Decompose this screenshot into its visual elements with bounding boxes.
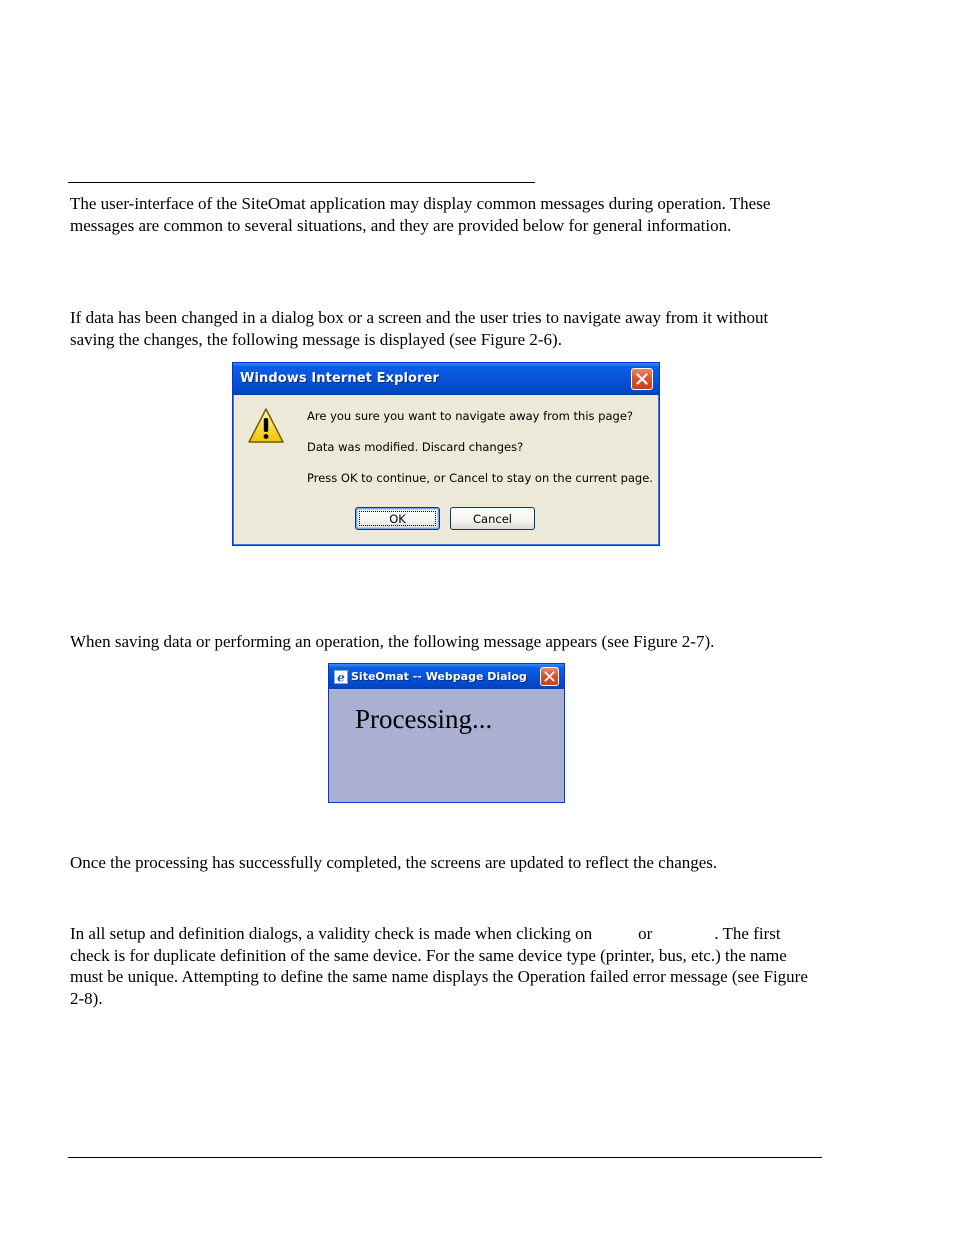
navigate-away-paragraph: If data has been changed in a dialog box or a screen and the user tries to navigate away from it without saving the changes, the following message is displayed (see Figure 2-6).: [70, 308, 769, 349]
completed-paragraph: Once the processing has successfully completed, the screens are updated to reflect the changes.: [70, 853, 718, 872]
ok-button[interactable]: [355, 507, 440, 530]
dialog-message-line-2: Data was modified. Discard changes?: [307, 440, 524, 454]
dialog-message-line-1: Are you sure you want to navigate away from this page?: [307, 409, 634, 423]
dialog-message-line-3: Press OK to continue, or Cancel to stay on the current page.: [307, 471, 653, 485]
svg-text:e: e: [337, 670, 345, 684]
processing-dialog: [328, 663, 565, 803]
header-rule: [68, 182, 535, 183]
close-icon: [636, 373, 648, 385]
navigate-away-dialog: [232, 362, 660, 546]
processing-dialog-titlebar: [329, 664, 564, 689]
validity-text-2: . The first check is for duplicate definition of the same device. For the same device type (printer, bus, etc.) the name must be unique. Attempting to define the same name displays the Operation failed error message (see Figure 2-8).: [70, 924, 808, 1008]
processing-close-button[interactable]: [540, 667, 559, 686]
ie-icon: [334, 670, 348, 684]
cancel-button[interactable]: [450, 507, 535, 530]
validity-or: or: [638, 924, 653, 943]
close-button[interactable]: [631, 368, 653, 390]
warning-icon: [247, 407, 285, 445]
footer-rule: [68, 1157, 822, 1158]
processing-dialog-title: SiteOmat -- Webpage Dialog: [351, 670, 527, 683]
close-icon: [544, 671, 555, 682]
dialog-title: Windows Internet Explorer: [240, 371, 440, 386]
cancel-button-label: Cancel: [473, 511, 512, 526]
validity-paragraph: [70, 923, 810, 1009]
processing-message: Processing...: [355, 704, 493, 734]
ok-button-label: OK: [389, 511, 406, 526]
validity-text-1: In all setup and definition dialogs, a validity check is made when clicking on: [70, 924, 593, 943]
focus-ring: [359, 511, 436, 526]
intro-paragraph: The user-interface of the SiteOmat application may display common messages during operation. These messages are common to several situations, and they are provided below for general information.: [70, 194, 771, 235]
saving-paragraph: When saving data or performing an operation, the following message appears (see Figure 2-7).: [70, 632, 715, 651]
dialog-titlebar: [233, 363, 659, 395]
